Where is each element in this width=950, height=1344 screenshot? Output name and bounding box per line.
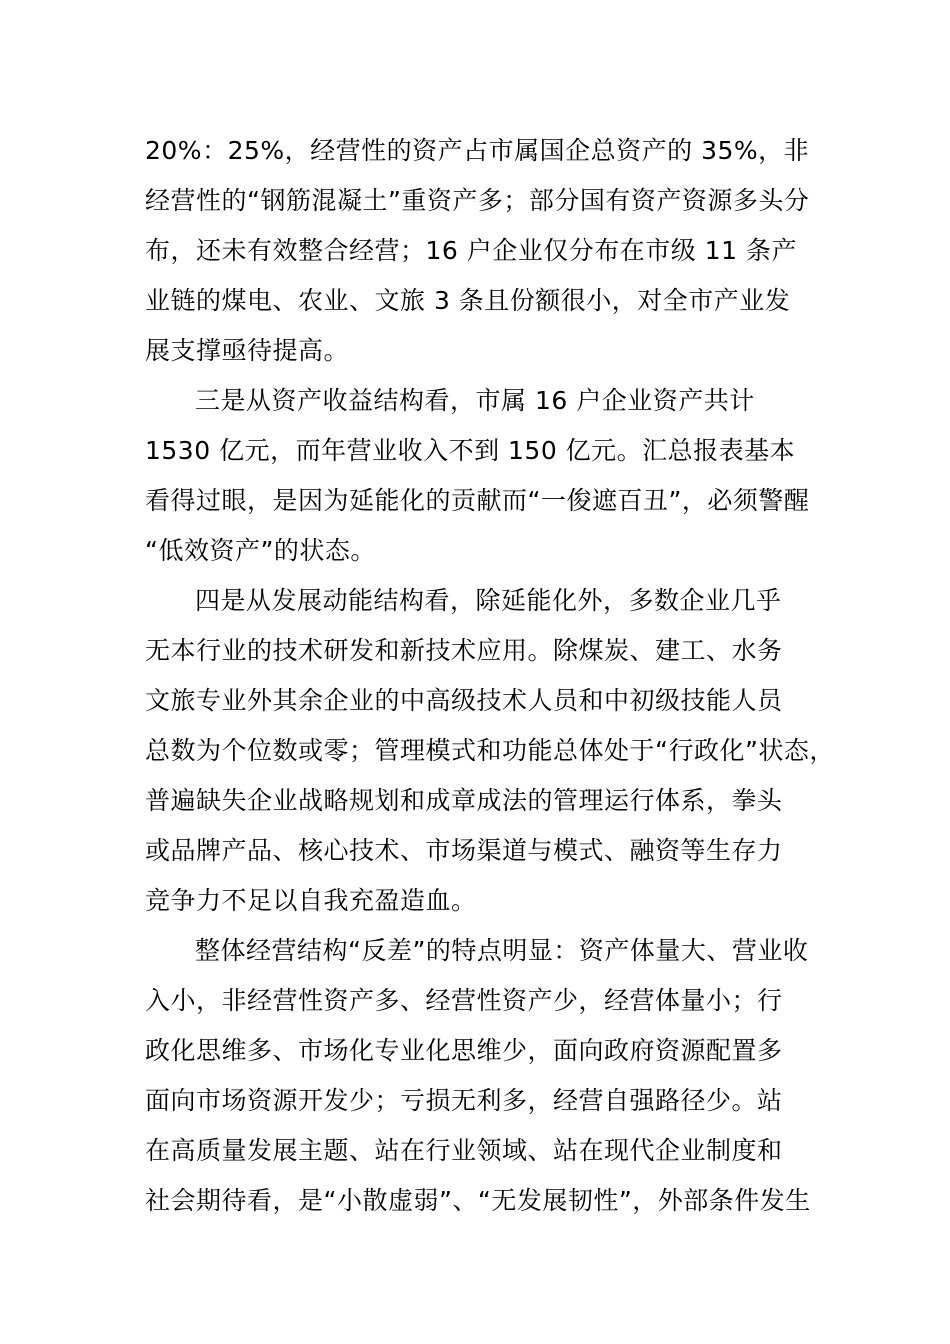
text-line: 竞争力不足以自我充盈造血。 xyxy=(145,886,477,915)
paragraph-start-line: 整体经营结构“反差”的特点明显：资产体量大、营业收 xyxy=(195,936,809,965)
paragraph-start-line: 三是从资产收益结构看，市属 16 户企业资产共计 xyxy=(195,386,755,415)
text-line: 布，还未有效整合经营；16 户企业仅分布在市级 11 条产 xyxy=(145,236,797,265)
text-line: 展支撑亟待提高。 xyxy=(145,336,350,365)
text-line: 或品牌产品、核心技术、市场渠道与模式、融资等生存力 xyxy=(145,836,783,865)
paragraph-start-line: 四是从发展动能结构看，除延能化外，多数企业几乎 xyxy=(195,586,782,615)
text-line: 总数为个位数或零；管理模式和功能总体处于“行政化”状态， xyxy=(145,736,835,765)
text-line: “低效资产”的状态。 xyxy=(145,536,376,565)
text-line: 无本行业的技术研发和新技术应用。除煤炭、建工、水务 xyxy=(145,636,783,665)
text-line: 在高质量发展主题、站在行业领域、站在现代企业制度和 xyxy=(145,1136,783,1165)
text-line: 政化思维多、市场化专业化思维少，面向政府资源配置多 xyxy=(145,1036,783,1065)
text-line: 看得过眼，是因为延能化的贡献而“一俊遮百丑”，必须警醒 xyxy=(145,486,810,515)
text-line: 社会期待看，是“小散虚弱”、“无发展韧性”，外部条件发生 xyxy=(145,1186,811,1215)
text-line: 普遍缺失企业战略规划和成章成法的管理运行体系，拳头 xyxy=(145,786,783,815)
text-line: 入小，非经营性资产多、经营性资产少，经营体量小；行 xyxy=(145,986,783,1015)
text-line: 面向市场资源开发少；亏损无利多，经营自强路径少。站 xyxy=(145,1086,783,1115)
text-line: 经营性的“钢筋混凝土”重资产多；部分国有资产资源多头分 xyxy=(145,186,810,215)
text-line: 业链的煤电、农业、文旅 3 条且份额很小，对全市产业发 xyxy=(145,286,791,315)
text-line: 文旅专业外其余企业的中高级技术人员和中初级技能人员 xyxy=(145,686,783,715)
document-body xyxy=(145,126,835,1226)
text-line: 20%：25%，经营性的资产占市属国企总资产的 35%，非 xyxy=(145,136,810,165)
text-line: 1530 亿元，而年营业收入不到 150 亿元。汇总报表基本 xyxy=(145,436,796,465)
